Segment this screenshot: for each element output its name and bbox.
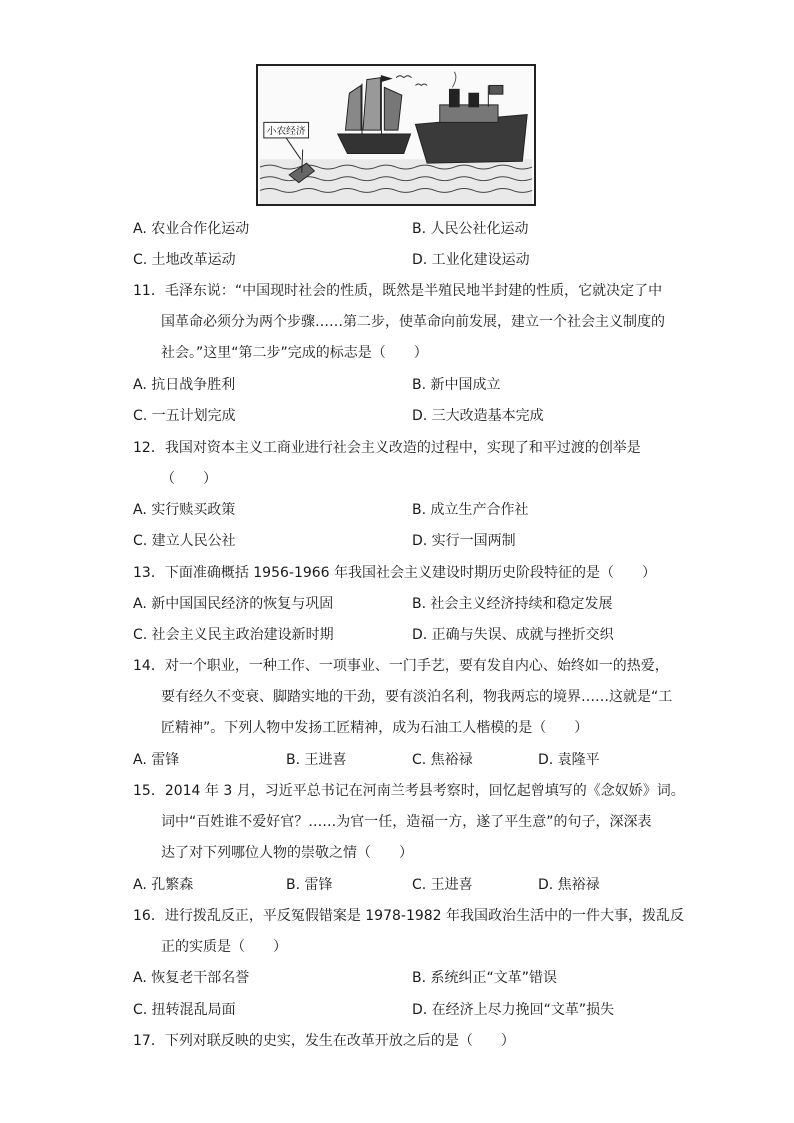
q11-option-b[interactable]: B. 新中国成立 — [412, 377, 501, 393]
q12-option-a[interactable]: A. 实行赎买政策 — [133, 502, 236, 518]
cartoon-illustration — [256, 64, 536, 206]
q13-option-c[interactable]: C. 社会主义民主政治建设新时期 — [133, 627, 334, 643]
q14-option-b[interactable]: B. 王进喜 — [286, 752, 347, 768]
q11-stem-line-3: 社会。”这里“第二步”完成的标志是（ ） — [161, 345, 428, 361]
illustration-label: 小农经济 — [266, 126, 306, 138]
q11-option-d[interactable]: D. 三大改造基本完成 — [412, 408, 544, 424]
q14-stem-line-3: 匠精神”。下列人物中发扬工匠精神，成为石油工人楷模的是（ ） — [161, 720, 589, 736]
q17-stem-line-1: 17．下列对联反映的史实，发生在改革开放之后的是（ ） — [133, 1033, 515, 1049]
q13-stem-line-1: 13．下面准确概括 1956-1966 年我国社会主义建设时期历史阶段特征的是（ ） — [133, 565, 657, 581]
q12-option-c[interactable]: C. 建立人民公社 — [133, 533, 236, 549]
q16-option-c[interactable]: C. 扭转混乱局面 — [133, 1002, 236, 1018]
q14-option-d[interactable]: D. 袁隆平 — [538, 752, 600, 768]
q15-stem-line-1: 15．2014 年 3 月，习近平总书记在河南兰考县考察时，回忆起曾填写的《念奴娇》词。 — [133, 783, 685, 799]
q10-option-d[interactable]: D. 工业化建设运动 — [412, 252, 530, 268]
q12-option-b[interactable]: B. 成立生产合作社 — [412, 502, 529, 518]
q13-option-a[interactable]: A. 新中国国民经济的恢复与巩固 — [133, 596, 334, 612]
q14-stem-line-1: 14．对一个职业，一种工作、一项事业、一门手艺，要有发自内心、始终如一的热爱， — [133, 658, 669, 674]
q14-stem-line-2: 要有经久不变衰、脚踏实地的干劲，要有淡泊名利，物我两忘的境界……这就是“工 — [161, 689, 673, 705]
q14-option-a[interactable]: A. 雷锋 — [133, 752, 180, 768]
steamship — [415, 72, 527, 163]
q15-stem-line-2: 词中“百姓谁不爱好官？……为官一任，造福一方，遂了平生意”的句子，深深表 — [161, 814, 652, 830]
q11-stem-line-1: 11．毛泽东说：“中国现时社会的性质，既然是半殖民地半封建的性质，它就决定了中 — [133, 283, 663, 299]
q13-option-b[interactable]: B. 社会主义经济持续和稳定发展 — [412, 596, 613, 612]
q16-stem-line-1: 16．进行拨乱反正，平反冤假错案是 1978-1982 年我国政治生活中的一件大事，拨乱反 — [133, 908, 685, 924]
q12-option-d[interactable]: D. 实行一国两制 — [412, 533, 516, 549]
q16-option-d[interactable]: D. 在经济上尽力挽回“文革”损失 — [412, 1002, 615, 1018]
q14-option-c[interactable]: C. 焦裕禄 — [412, 752, 473, 768]
q12-stem-line-2: （ ） — [161, 471, 217, 487]
q15-option-d[interactable]: D. 焦裕禄 — [538, 877, 600, 893]
q16-stem-line-2: 正的实质是（ ） — [161, 939, 287, 955]
q10-option-a[interactable]: A. 农业合作化运动 — [133, 221, 250, 237]
q12-stem-line-1: 12．我国对资本主义工商业进行社会主义改造的过程中，实现了和平过渡的创举是 — [133, 440, 641, 456]
q15-option-b[interactable]: B. 雷锋 — [286, 877, 333, 893]
q10-option-c[interactable]: C. 土地改革运动 — [133, 252, 236, 268]
q15-option-c[interactable]: C. 王进喜 — [412, 877, 473, 893]
q11-stem-line-2: 国革命必须分为两个步骤……第二步，使革命向前发展，建立一个社会主义制度的 — [161, 314, 665, 330]
q16-option-b[interactable]: B. 系统纠正“文革”错误 — [412, 970, 558, 986]
q10-option-b[interactable]: B. 人民公社化运动 — [412, 221, 529, 237]
ships-cartoon — [258, 66, 534, 204]
q15-stem-line-3: 达了对下列哪位人物的崇敬之情（ ） — [161, 845, 413, 861]
q15-option-a[interactable]: A. 孔繁森 — [133, 877, 194, 893]
q13-option-d[interactable]: D. 正确与失误、成就与挫折交织 — [412, 627, 614, 643]
q11-option-c[interactable]: C. 一五计划完成 — [133, 408, 236, 424]
junk-boat — [338, 76, 411, 154]
q16-option-a[interactable]: A. 恢复老干部名誉 — [133, 970, 250, 986]
q11-option-a[interactable]: A. 抗日战争胜利 — [133, 377, 236, 393]
